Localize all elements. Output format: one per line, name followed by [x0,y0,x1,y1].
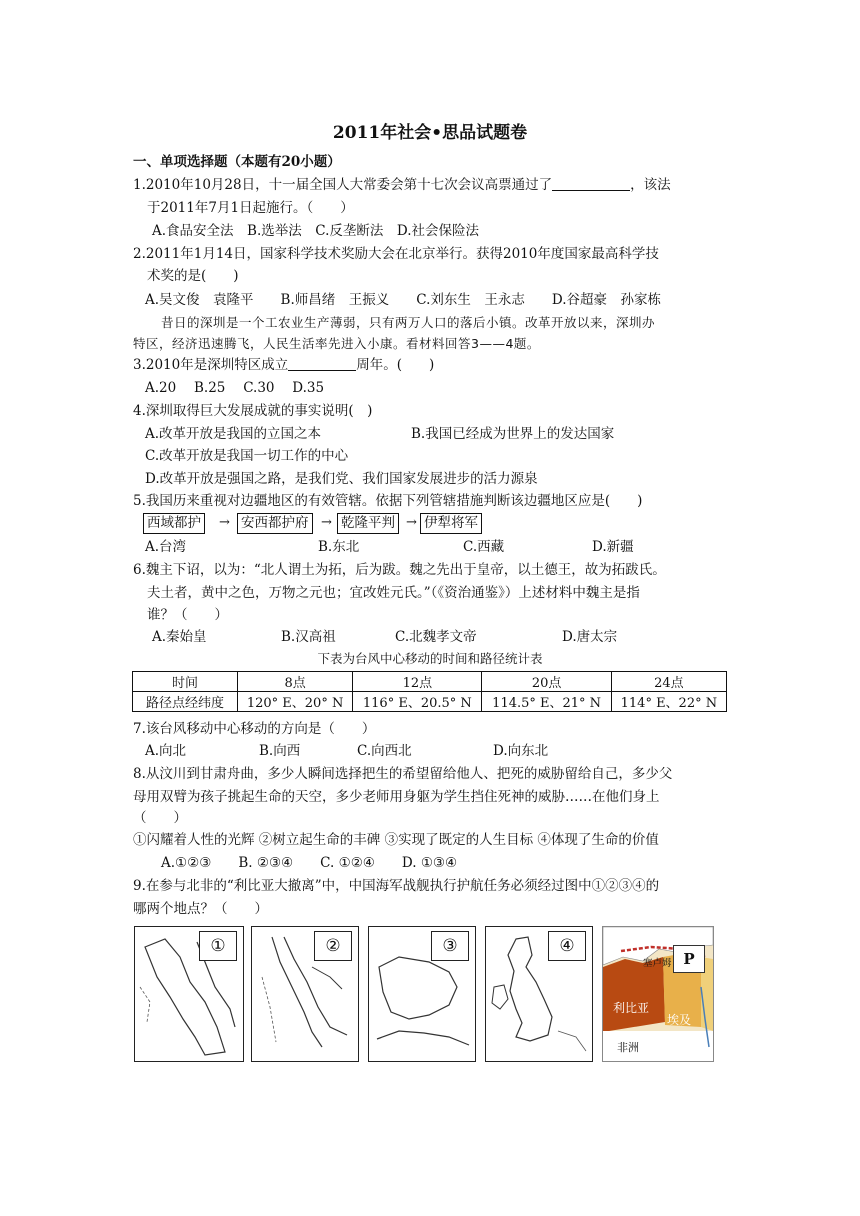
table-row [133,692,727,712]
map-3-gibraltar [368,926,476,1062]
q7-option-d: D.向东北 [493,743,549,759]
chain-box-1: 西域都护 [143,513,205,534]
q8-stem-2: 母用双臂为孩子挑起生命的天空，多少老师用身躯为学生挡住死神的威胁……在他们身上 [133,789,660,805]
q3-options: A.20 B.25 C.30 D.35 [145,380,325,396]
table-header-cell: 8点 [238,672,353,692]
q6-stem: 6.魏主下诏，以为：“北人谓土为拓，后为跋。魏之先出于皇帝，以土德王，故为拓跋氏。 [133,562,666,578]
inset-egypt-label: 埃及 [667,1013,692,1027]
q4-option-d: D.改革开放是强国之路，是我们党、我们国家发展进步的活力源泉 [145,471,538,487]
page-title: 2011年社会•思品试题卷 [332,123,528,143]
q2-stem: 2.2011年1月14日，国家科学技术奖励大会在北京举行。获得2010年度国家最高科学技 [133,246,659,262]
map-2-red-sea [251,926,359,1062]
table-cell: 114.5° E、21° N [482,692,611,712]
q6-option-b: B.汉高祖 [281,629,336,645]
q4-option-a: A.改革开放是我国的立国之本 [145,426,322,442]
q7-option-b: B.向西 [259,743,301,759]
q6-option-a: A.秦始皇 [152,629,207,645]
q6-stem-2: 夫土者，黄中之色，万物之元也；宜改姓元氏。”（《资治通鉴》）上述材料中魏主是指 [147,585,640,601]
map-number-label: ④ [548,931,586,961]
q6-option-c: C.北魏孝文帝 [395,629,477,645]
material-text-1: 昔日的深圳是一个工农业生产薄弱，只有两万人口的落后小镇。改革开放以来，深圳办 [161,315,656,330]
table-caption: 下表为台风中心移动的时间和路径统计表 [317,651,543,666]
chain-box-3: 乾隆平判 [337,513,399,534]
q8-statements: ①闪耀着人性的光辉 ②树立起生命的丰碑 ③实现了既定的人生目标 ④体现了生命的价值 [133,832,659,848]
q5-option-a: A.台湾 [145,539,187,555]
chain-arrow: → [321,515,332,530]
q5-option-d: D.新疆 [592,539,634,555]
chain-arrow: → [219,515,230,530]
answer-blank[interactable] [552,176,630,191]
map-1-malacca [134,926,244,1062]
q8-stem: 8.从汶川到甘肃舟曲，多少人瞬间选择把生的希望留给他人、把死的威胁留给自己，多少父 [133,766,673,782]
q7-stem: 7.该台风移动中心移动的方向是（ ） [133,721,376,737]
q5-option-b: B.东北 [318,539,360,555]
q1-stem: 1.2010年10月28日，十一届全国人大常委会第十七次会议高票通过了 ，该法 [133,177,671,193]
map-4-britain [485,926,593,1062]
q4-option-c: C.改革开放是我国一切工作的中心 [145,448,349,464]
answer-blank[interactable] [288,356,356,371]
table-header-cell: 12点 [353,672,482,692]
q4-option-b: B.我国已经成为世界上的发达国家 [411,426,615,442]
q1-stem-2: 于2011年7月1日起施行。（ ） [147,200,354,216]
map-inset-libya [602,926,714,1062]
chain-arrow: → [406,515,417,530]
q4-stem: 4.深圳取得巨大发展成就的事实说明( ) [133,403,373,419]
q3-stem: 3.2010年是深圳特区成立 周年。( ) [133,357,435,373]
table-cell: 120° E、20° N [238,692,353,712]
table-cell: 路径点经纬度 [133,692,238,712]
q7-option-a: A.向北 [145,743,187,759]
material-text-2: 特区，经济迅速腾飞，人民生活率先进入小康。看材料回答3——4题。 [133,336,540,351]
inset-libya-label: 利比亚 [613,1001,650,1015]
q2-options: A.吴文俊 袁隆平 B.师昌绪 王振义 C.刘东生 王永志 D.谷超豪 孙家栋 [145,292,662,308]
map-number-label: ② [314,931,352,961]
table-header-cell: 20点 [482,672,611,692]
q2-stem-2: 术奖的是( ) [147,268,239,284]
chain-box-4: 伊犁将军 [420,513,482,534]
q8-options: A.①②③ B. ②③④ C. ①②④ D. ①③④ [161,855,458,871]
chain-box-2: 安西都护府 [237,513,313,534]
q8-stem-3: （ ） [133,810,187,826]
inset-africa-label: 非洲 [617,1041,639,1054]
q1-options: A.食品安全法 B.选举法 C.反垄断法 D.社会保险法 [152,223,480,239]
section-heading: 一、单项选择题（本题有20小题） [133,154,341,170]
table-header-cell: 24点 [611,672,726,692]
q7-option-c: C.向西北 [357,743,412,759]
q5-stem: 5.我国历来重视对边疆地区的有效管辖。依据下列管辖措施判断该边疆地区应是( ) [133,493,643,509]
table-cell: 114° E、22° N [611,692,726,712]
q6-option-d: D.唐太宗 [562,629,618,645]
typhoon-table [132,671,727,712]
inset-marker-p: P [673,945,705,973]
map-number-label: ③ [431,931,469,961]
q9-stem-2: 哪两个地点？（ ） [133,901,268,917]
table-cell: 116° E、20.5° N [353,692,482,712]
map-number-label: ① [199,931,237,961]
table-header-row [133,672,727,692]
table-header-cell: 时间 [133,672,238,692]
q6-stem-3: 谁？（ ） [147,607,228,623]
inset-city-label: 塞卢姆 [643,958,672,969]
q5-option-c: C.西藏 [463,539,505,555]
q9-stem: 9.在参与北非的“利比亚大撤离”中，中国海军战舰执行护航任务必须经过图中①②③④的 [133,878,660,894]
